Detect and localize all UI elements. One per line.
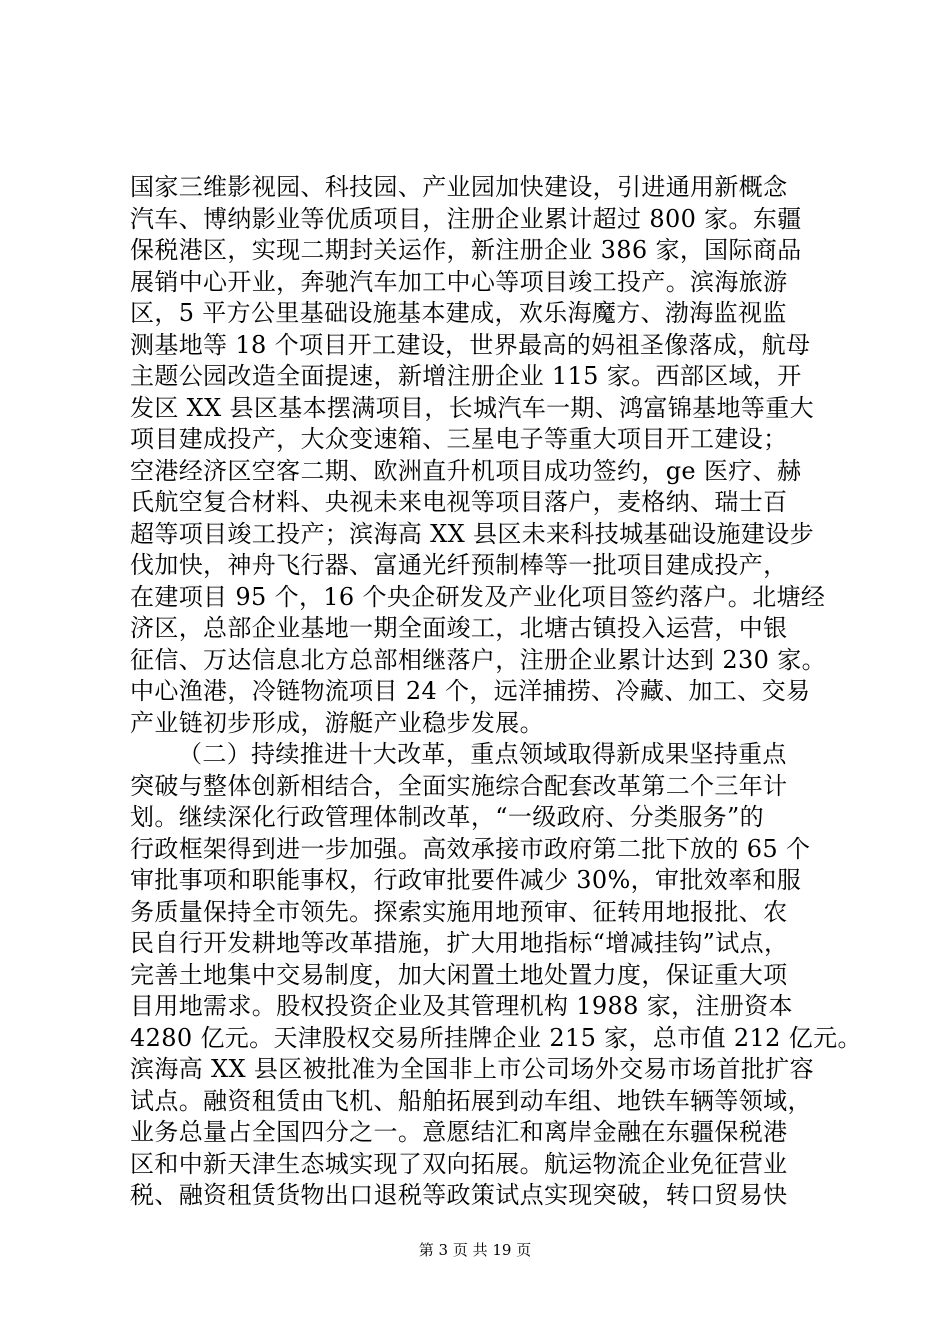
page-indicator: 第 3 页 共 19 页 xyxy=(418,1241,532,1259)
text-line: 试点。融资租赁由飞机、船舶拓展到动车组、地铁车辆等领域， xyxy=(130,1086,812,1115)
text-line: 伐加快，神舟飞行器、富通光纤预制棒等一批项目建成投产， xyxy=(130,551,788,579)
text-line: 济区，总部企业基地一期全面竣工，北塘古镇投入运营，中银 xyxy=(130,614,788,642)
text-line: 区，5 平方公里基础设施基本建成，欢乐海魔方、渤海监视监 xyxy=(130,299,787,327)
text-line: 滨海高 XX 县区被批准为全国非上市公司场外交易市场首批扩容 xyxy=(130,1055,814,1083)
text-line: 中心渔港，冷链物流项目 24 个，远洋捕捞、冷藏、加工、交易 xyxy=(130,677,811,705)
text-line: 项目建成投产，大众变速箱、三星电子等重大项目开工建设； xyxy=(130,425,788,453)
text-line: 业务总量占全国四分之一。意愿结汇和离岸金融在东疆保税港 xyxy=(130,1118,788,1146)
paragraph-1 xyxy=(130,172,830,739)
text-line: 4280 亿元。天津股权交易所挂牌企业 215 家，总市值 212 亿元。 xyxy=(130,1023,862,1052)
text-line: 行政框架得到进一步加强。高效承接市政府第二批下放的 65 个 xyxy=(130,834,811,863)
body-text xyxy=(130,172,862,1212)
text-line: 氏航空复合材料、央视未来电视等项目落户，麦格纳、瑞士百 xyxy=(130,488,788,516)
text-line: 发区 XX 县区基本摆满项目，长城汽车一期、鸿富锦基地等重大 xyxy=(130,393,814,422)
text-line: 汽车、博纳影业等优质项目，注册企业累计超过 800 家。东疆 xyxy=(130,204,802,233)
text-line: 保税港区，实现二期封关运作，新注册企业 386 家，国际商品 xyxy=(130,236,802,264)
text-line: 民自行开发耕地等改革措施，扩大用地指标“增减挂钩”试点， xyxy=(130,929,789,957)
text-line: 突破与整体创新相结合，全面实施综合配套改革第二个三年计 xyxy=(130,771,788,800)
page-footer xyxy=(0,1240,950,1260)
text-line: 划。继续深化行政管理体制改革，“一级政府、分类服务”的 xyxy=(130,803,764,831)
paragraph-2 xyxy=(130,739,862,1212)
text-line: 测基地等 18 个项目开工建设，世界最高的妈祖圣像落成，航母 xyxy=(130,330,811,359)
text-line: 超等项目竣工投产；滨海高 XX 县区未来科技城基础设施建设步 xyxy=(130,519,814,548)
text-line: 审批事项和职能事权，行政审批要件减少 30%，审批效率和服 xyxy=(130,866,802,894)
text-line: 税、融资租赁货物出口退税等政策试点实现突破，转口贸易快 xyxy=(130,1181,788,1209)
text-line: 在建项目 95 个，16 个央企研发及产业化项目签约落户。北塘经 xyxy=(130,582,826,611)
text-line: 国家三维影视园、科技园、产业园加快建设，引进通用新概念 xyxy=(130,173,788,201)
text-line: 展销中心开业，奔驰汽车加工中心等项目竣工投产。滨海旅游 xyxy=(130,267,788,296)
text-line: 完善土地集中交易制度，加大闲置土地处置力度，保证重大项 xyxy=(130,960,788,989)
section-heading-line: （二）持续推进十大改革，重点领域取得新成果坚持重点 xyxy=(178,740,787,768)
text-line: 务质量保持全市领先。探索实施用地预审、征转用地报批、农 xyxy=(130,897,788,926)
text-line: 空港经济区空客二期、欧洲直升机项目成功签约，ge 医疗、赫 xyxy=(130,456,802,485)
text-line: 征信、万达信息北方总部相继落户，注册企业累计达到 230 家。 xyxy=(130,645,826,674)
text-line: 区和中新天津生态城实现了双向拓展。航运物流企业免征营业 xyxy=(130,1149,788,1178)
text-line: 目用地需求。股权投资企业及其管理机构 1988 家，注册资本 xyxy=(130,992,793,1020)
text-line: 主题公园改造全面提速，新增注册企业 115 家。西部区域，开 xyxy=(130,362,802,390)
text-line: 产业链初步形成，游艇产业稳步发展。 xyxy=(130,708,544,737)
